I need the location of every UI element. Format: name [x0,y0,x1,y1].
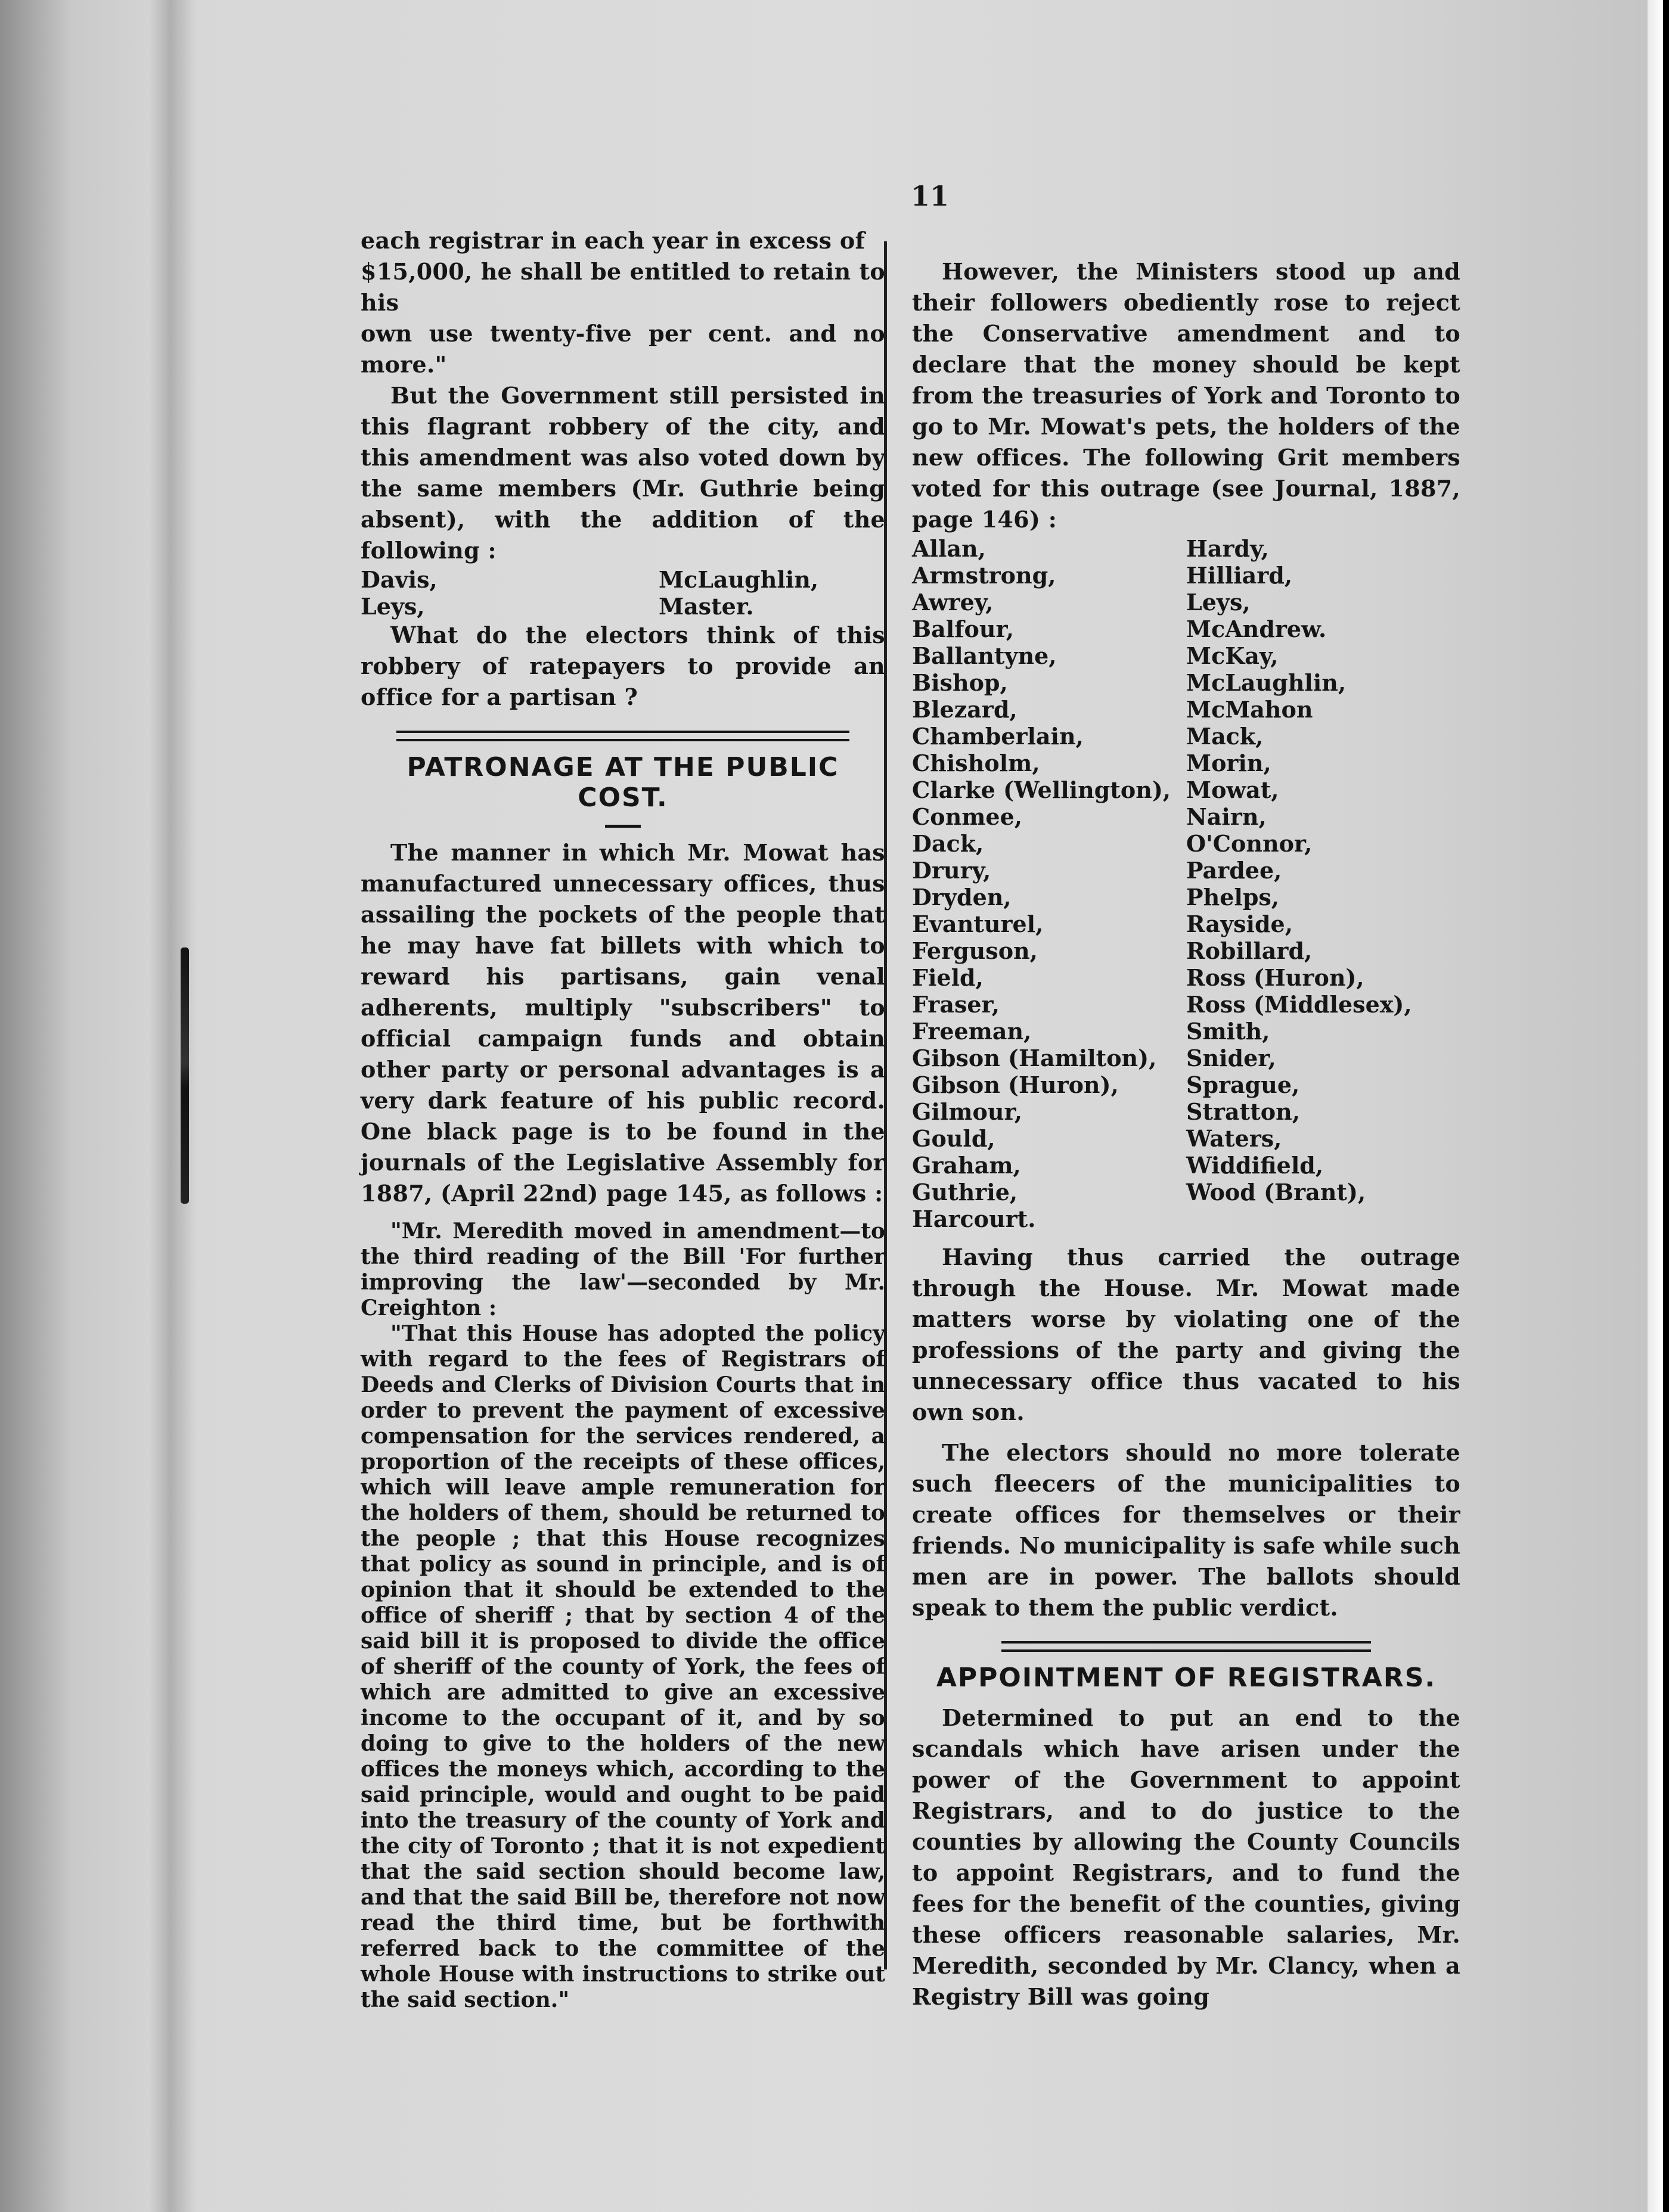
member-name: Awrey, [912,589,994,616]
paragraph: However, the Ministers stood up and their followers obediently rose to reject the Conservative amendment and to declare that the money should be kept from the treasuries of York and Toronto to go to Mr. Mowat's pets, the holders of the new offices. The following Grit members voted for this outrage (see Journal, 1887, page 146) : [912,258,1460,533]
paragraph: What do the electors think of this robbery of ratepayers to provide an office for a partisan ? [361,622,885,710]
member-name: Wood (Brant), [1186,1179,1366,1206]
left-column [361,225,885,2013]
section-rule [396,731,849,741]
member-name: Dack, [912,830,984,857]
member-name: Waters, [1186,1125,1282,1152]
member-name: Morin, [1186,750,1271,776]
right-column [912,256,1460,2012]
member-name: Bishop, [912,669,1008,696]
member-name: Davis, [361,566,438,593]
member-name: McLaughlin, [1186,669,1347,696]
paragraph: Determined to put an end to the scandals which have arisen under the power of the Government to appoint Registrars, and to do justice to the counties by allowing the County Councils to appoint Registrars, and to fund the fees for the benefit of the counties, giving these officers reasonable salaries, Mr. Meredith, seconded by Mr. Clancy, when a Registry Bill was going [912,1704,1460,2010]
member-name: Guthrie, [912,1179,1018,1206]
member-name: Allan, [912,535,986,562]
member-name: Ferguson, [912,937,1038,964]
member-name: Drury, [912,857,991,884]
member-name: Evanturel, [912,911,1044,937]
member-name: Gibson (Hamilton), [912,1045,1157,1071]
section-heading: PATRONAGE AT THE PUBLIC COST. [407,752,839,813]
paragraph: The electors should no more tolerate such fleecers of the municipalities to create offices for themselves or their friends. No municipality is safe while such men are in power. The ballots should speak to them the public verdict. [912,1439,1460,1621]
text-line: own use twenty-five per cent. and no more." [361,320,885,378]
member-list-col2 [1186,535,1460,1232]
member-name: Leys, [361,593,425,620]
member-name: Field, [912,964,984,991]
member-name: Ross (Middlesex), [1186,991,1412,1018]
member-name: Clarke (Wellington), [912,776,1171,803]
member-name: Freeman, [912,1018,1032,1045]
page-fold-shadow [149,0,197,2212]
member-name: McMahon [1186,696,1313,723]
member-name: Phelps, [1186,884,1280,911]
member-name: Fraser, [912,991,1000,1018]
member-name: Gibson (Huron), [912,1071,1119,1098]
member-name: Robillard, [1186,937,1313,964]
member-name: Nairn, [1186,803,1267,830]
member-name: Chisholm, [912,750,1040,776]
member-name: Balfour, [912,616,1014,642]
member-name: Dryden, [912,884,1012,911]
member-name: McLaughlin, [659,566,819,593]
text-line: $15,000, he shall be entitled to retain to his [361,258,885,316]
member-name: Mack, [1186,723,1264,750]
member-name: Harcourt. [912,1206,1036,1232]
member-name: Hilliard, [1186,562,1293,589]
member-name: Snider, [1186,1045,1276,1071]
member-name: Rayside, [1186,911,1293,937]
page-number: 11 [911,180,950,212]
member-name: Ballantyne, [912,642,1057,669]
member-name: Master. [659,593,754,620]
section-heading: APPOINTMENT OF REGISTRARS. [936,1663,1437,1693]
member-name: Conmee, [912,803,1023,830]
member-name: Widdifield, [1186,1152,1324,1179]
member-names [361,566,885,620]
member-name: O'Connor, [1186,830,1313,857]
member-list-col1 [912,535,1186,1232]
quoted-resolution: "That this House has adopted the policy with regard to the fees of Registrars of Deeds and Clerks of Division Courts that in order to prevent the payment of excessive compensation for the services rendered, a proportion of the receipts of these offices, which will leave ample remuneration for the holders of them, should be returned to the people ; that this House recognizes that policy as sound in principle, and is of opinion that it should be extended to the office of sheriff ; that by section 4 of the said bill it is proposed to divide the office of sheriff of the county of York, the fees of which are admitted to give an excessive income to the occupant of it, and by so doing to give to the holders of the new offices the moneys which, according to the said principle, would and ought to be paid into the treasury of the county of York and the city of Toronto ; that it is not expedient that the said section should become law, and that the said Bill be, therefore not now read the third time, but be forthwith referred back to the committee of the whole House with instructions to strike out the said section." [361,1321,885,2012]
member-name: Hardy, [1186,535,1269,562]
paragraph: But the Government still persisted in this flagrant robbery of the city, and this amendment was also voted down by the same members (Mr. Guthrie being absent), with the addition of the following : [361,382,885,564]
member-list [912,535,1460,1232]
member-name: Pardee, [1186,857,1282,884]
member-name: Sprague, [1186,1071,1300,1098]
member-name: Gilmour, [912,1098,1022,1125]
member-name: Mowat, [1186,776,1279,803]
member-name: Leys, [1186,589,1251,616]
page-edge [1648,0,1663,2212]
member-name: Blezard, [912,696,1017,723]
member-name: McAndrew. [1186,616,1327,642]
section-rule [1001,1641,1371,1652]
member-name: Graham, [912,1152,1021,1179]
member-name: Ross (Huron), [1186,964,1364,991]
paragraph: The manner in which Mr. Mowat has manufactured unnecessary offices, thus assailing the pockets of the people that he may have fat billets with which to reward his partisans, gain venal adherents, multiply "subscribers" to official campaign funds and obtain other party or personal advantages is a very dark feature of his public record. One black page is to be found in the journals of the Legislative Assembly for 1887, (April 22nd) page 145, as follows : [361,839,885,1207]
member-name: Armstrong, [912,562,1056,589]
intro-lines [361,225,885,380]
binding-staple [181,947,189,1204]
member-name: McKay, [1186,642,1279,669]
member-name: Gould, [912,1125,995,1152]
paragraph: Having thus carried the outrage through the House. Mr. Mowat made matters worse by violating one of the professions of the party and giving the unnecessary office thus vacated to his own son. [912,1244,1460,1425]
member-name: Chamberlain, [912,723,1084,750]
text-line: each registrar in each year in excess of [361,227,865,254]
member-name: Stratton, [1186,1098,1300,1125]
member-name: Smith, [1186,1018,1270,1045]
quoted-motion: "Mr. Meredith moved in amendment—to the third reading of the Bill 'For further improving the law'—seconded by Mr. Creighton : [361,1219,885,1321]
